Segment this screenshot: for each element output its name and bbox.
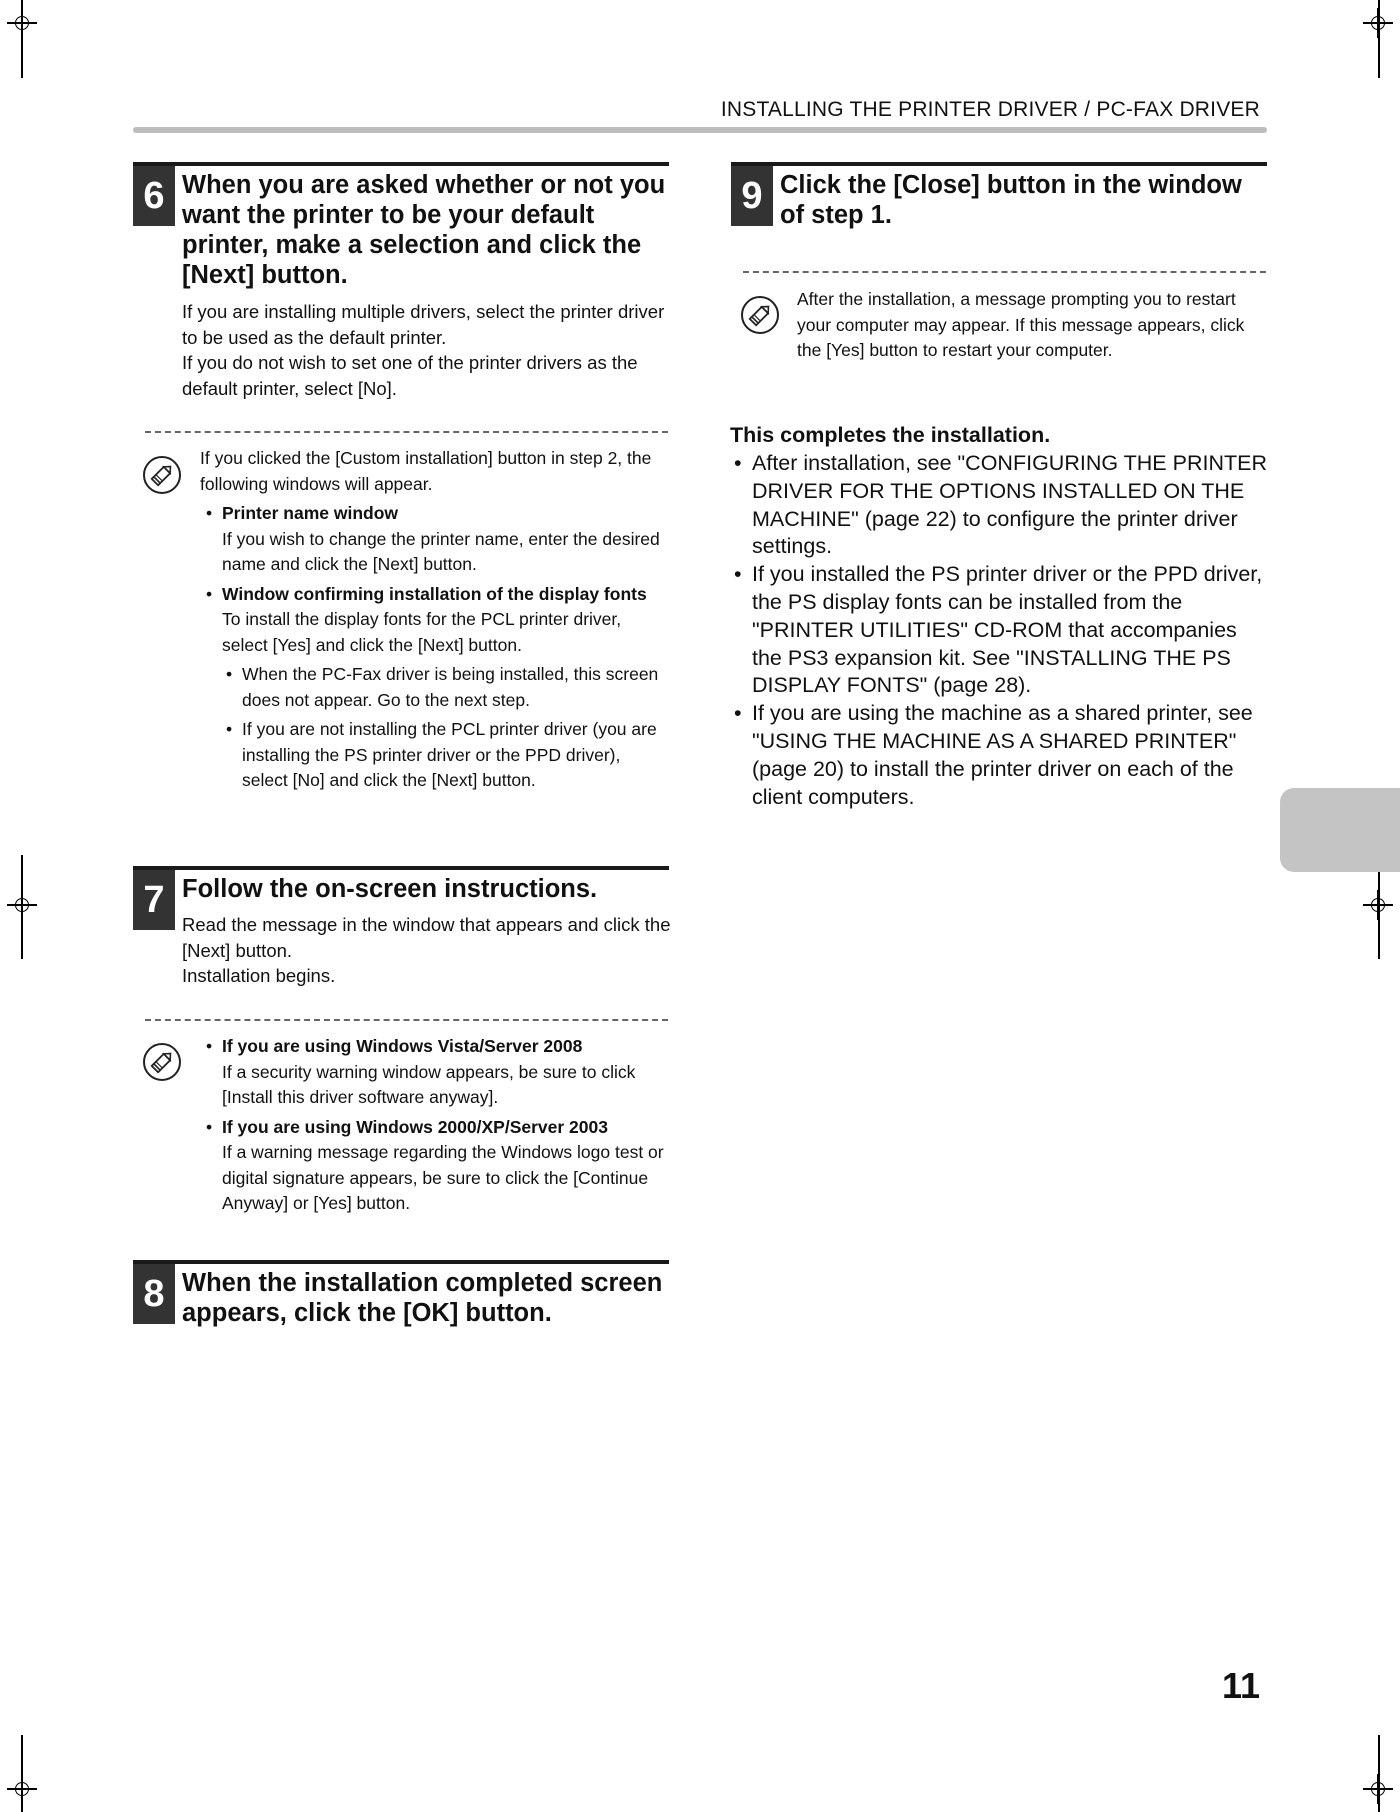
completion-bullet: • If you installed the PS printer driver or the PPD driver, the PS display fonts can be installed from the "PRINTER UTILITIES" CD-ROM that accompanies the PS3 expansion kit. See "INSTALLING THE PS DISPLAY FONTS" (page 28).	[730, 561, 1270, 700]
step-7-rule	[133, 866, 669, 870]
step-8-number: 8	[133, 1264, 175, 1324]
step-8-title: When the installation completed screen appears, click the [OK] button.	[182, 1269, 663, 1327]
step-6-note-sub-1: • When the PC-Fax driver is being installed, this screen does not appear. Go to the next step.	[242, 664, 659, 710]
completion-bullet-list	[730, 450, 1270, 811]
pencil-note-icon	[142, 455, 182, 495]
step-6-note-bullet-2-title: • Window confirming installation of the display fonts	[222, 583, 647, 604]
step-7-note-bullet-1-text: If a security warning window appears, be sure to click [Install this driver software anyway].	[222, 1061, 636, 1107]
chapter-side-tab	[1280, 788, 1400, 872]
step-6-note-bullet-2-text: To install the display fonts for the PCL printer driver, select [Yes] and click the [Next] button.	[222, 609, 622, 655]
completion-bullet: • After installation, see "CONFIGURING THE PRINTER DRIVER FOR THE OPTIONS INSTALLED ON THE MACHINE" (page 22) to configure the printer driver settings.	[730, 450, 1270, 561]
step-7-note-bullet-2-text: If a warning message regarding the Windows logo test or digital signature appears, be sure to click the [Continue Anyway] or [Yes] button.	[222, 1142, 664, 1213]
step-7-body	[182, 912, 672, 989]
step-6-body-para-1: If you are installing multiple drivers, select the printer driver to be used as the default printer.	[182, 301, 665, 348]
step-6-note-sub-2: • If you are not installing the PCL printer driver (you are installing the PS printer driver or the PPD driver), select [No] and click the [Next] button.	[242, 719, 657, 790]
crop-line	[21, 855, 23, 959]
completion-heading: This completes the installation.	[730, 423, 1051, 447]
crop-line	[1378, 1735, 1380, 1812]
step-6-note-bullet-1-text: If you wish to change the printer name, enter the desired name and click the [Next] button.	[222, 528, 660, 574]
step-8-rule	[133, 1260, 669, 1264]
step-7-note-bullet-2-title: • If you are using Windows 2000/XP/Server 2003	[222, 1116, 608, 1137]
pencil-note-icon	[142, 1042, 182, 1082]
step-9-note-divider	[743, 271, 1266, 273]
step-9-title: Click the [Close] button in the window of step 1.	[780, 171, 1242, 229]
step-6-title: When you are asked whether or not you want the printer to be your default printer, make a selection and click the [Next] button.	[182, 171, 666, 289]
page-number: 11	[1221, 1665, 1260, 1706]
step-6-note-bullet-1-title: • Printer name window	[222, 503, 398, 523]
step-9-number: 9	[731, 166, 773, 226]
step-6-rule	[133, 162, 669, 166]
step-6-body-para-2: If you do not wish to set one of the printer drivers as the default printer, select [No].	[182, 352, 638, 399]
pencil-note-icon	[740, 295, 780, 335]
step-7-note	[204, 1034, 670, 1217]
running-header: INSTALLING THE PRINTER DRIVER / PC-FAX DRIVER	[720, 98, 1260, 121]
step-9-rule	[731, 162, 1267, 166]
header-rule	[133, 127, 1267, 133]
crop-line	[21, 1735, 23, 1812]
step-7-title: Follow the on-screen instructions.	[182, 875, 598, 903]
step-6-body	[182, 299, 672, 401]
step-7-note-bullet-1-title: • If you are using Windows Vista/Server 2008	[222, 1036, 583, 1056]
step-9-note-text: After the installation, a message prompting you to restart your computer may appear. If this message appears, click the [Yes] button to restart your computer.	[797, 289, 1245, 360]
step-7-body-para-2: Installation begins.	[182, 965, 336, 986]
crop-line	[21, 0, 23, 78]
step-7-note-divider	[145, 1019, 668, 1021]
step-6-note-intro: If you clicked the [Custom installation] button in step 2, the following windows will appear.	[200, 448, 652, 494]
step-6-note-divider	[145, 431, 668, 433]
step-7-number: 7	[133, 870, 175, 930]
step-6-number: 6	[133, 166, 175, 226]
step-6-note	[200, 446, 670, 794]
crop-line	[1378, 0, 1380, 78]
completion-bullet: • If you are using the machine as a shared printer, see "USING THE MACHINE AS A SHARED PRINTER" (page 20) to install the printer driver on each of the client computers.	[730, 700, 1270, 811]
step-7-body-para-1: Read the message in the window that appears and click the [Next] button.	[182, 914, 671, 961]
